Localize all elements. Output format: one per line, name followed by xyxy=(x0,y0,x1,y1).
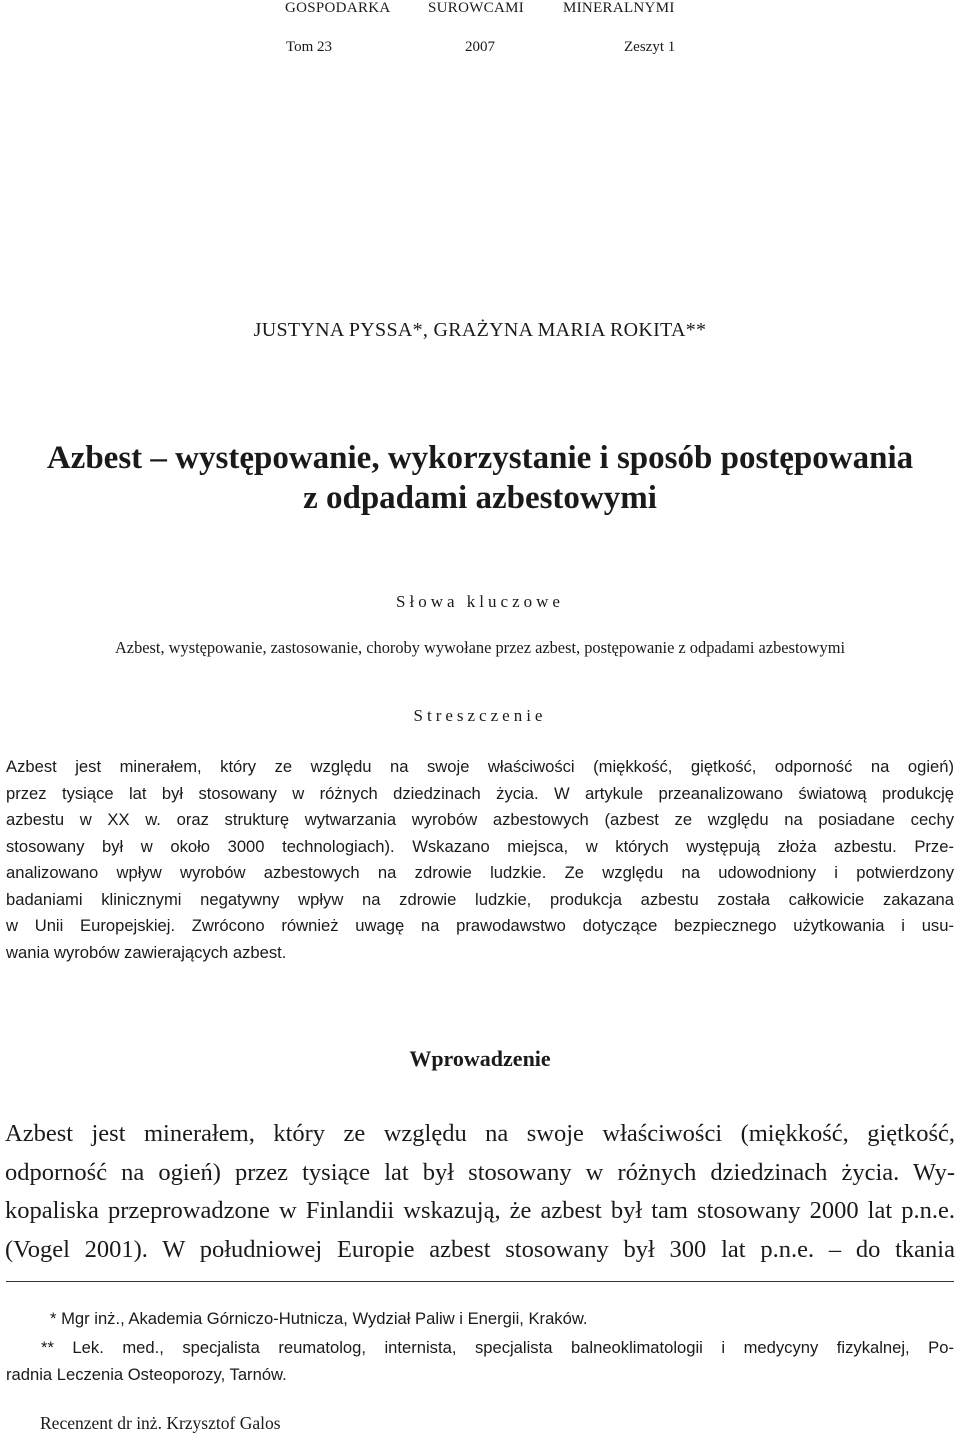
footnote-line: ** Lek. med., specjalista reumatolog, internista, specjalista balneoklimatologii i medycyny fizykalnej, Po- xyxy=(41,1338,954,1357)
abstract-line: badaniami klinicznymi negatywny wpływ na zdrowie ludzkie, produkcja azbestu została całkowicie zakazana xyxy=(6,889,954,909)
title-line: Azbest – występowanie, wykorzystanie i sposób postępowania xyxy=(46,440,914,476)
keywords-text: Azbest, występowanie, zastosowanie, choroby wywołane przez azbest, postępowanie z odpadami azbestowymi xyxy=(114,638,846,657)
journal-word-3: MINERALNYMI xyxy=(563,0,675,16)
abstract-heading: Streszczenie xyxy=(413,706,547,725)
article-title xyxy=(0,438,960,518)
abstract-line: stosowany był w około 3000 technologiach). Wskazano miejsca, w których występują złoża azbestu. Prze- xyxy=(6,836,954,856)
intro-line: (Vogel 2001). W południowej Europie azbest stosowany był 300 lat p.n.e. – do tkania xyxy=(5,1235,955,1263)
footnote-line: radnia Leczenia Osteoporozy, Tarnów. xyxy=(6,1365,287,1384)
intro-line: kopaliska przeprowadzone w Finlandii wskazują, że azbest był tam stosowany 2000 lat p.n.e. xyxy=(5,1197,955,1224)
issue-number: Zeszyt 1 xyxy=(624,39,676,55)
abstract-line: analizowano wpływ wyrobów azbestowych na zdrowie ludzkie. Ze względu na udowodniony i potwierdzony xyxy=(6,863,954,882)
footnote-2 xyxy=(6,1334,954,1388)
section-heading: Wprowadzenie xyxy=(409,1046,551,1071)
intro-line: Azbest jest minerałem, który ze względu na swoje właściwości (miękkość, giętkość, xyxy=(5,1120,955,1147)
volume-year: 2007 xyxy=(465,39,495,55)
journal-word-1: GOSPODARKA xyxy=(285,0,391,16)
abstract-line: azbestu w XX w. oraz strukturę wytwarzania wyrobów azbestowych (azbest ze względu na posiadane cechy xyxy=(6,810,954,829)
authors: JUSTYNA PYSSA*, GRAŻYNA MARIA ROKITA** xyxy=(253,319,707,341)
footnote-1: * Mgr inż., Akademia Górniczo-Hutnicza, Wydział Paliw i Energii, Kraków. xyxy=(50,1309,588,1328)
keywords-heading: Słowa kluczowe xyxy=(396,592,564,611)
abstract-line: przez tysiące lat był stosowany w różnych dziedzinach życia. W artykule przeanalizowano światową produkcję xyxy=(6,783,954,803)
abstract-line: Azbest jest minerałem, który ze względu na swoje właściwości (miękkość, giętkość, odporność na ogień) xyxy=(6,757,954,776)
abstract-body xyxy=(6,754,954,966)
intro-line: odporność na ogień) przez tysiące lat był stosowany w różnych dziedzinach życia. Wy- xyxy=(5,1158,955,1186)
abstract-line: wania wyrobów zawierających azbest. xyxy=(6,942,287,962)
reviewer-note: Recenzent dr inż. Krzysztof Galos xyxy=(40,1413,281,1433)
journal-word-2: SUROWCAMI xyxy=(428,0,525,16)
footnote-divider xyxy=(6,1281,954,1282)
abstract-line: w Unii Europejskiej. Zwrócono również uwagę na prawodawstwo dotyczące bezpiecznego użytkowania i usu- xyxy=(6,916,954,935)
title-line: z odpadami azbestowymi xyxy=(303,480,657,516)
intro-paragraph xyxy=(5,1115,955,1269)
volume-number: Tom 23 xyxy=(286,39,333,55)
journal-header xyxy=(0,0,960,20)
